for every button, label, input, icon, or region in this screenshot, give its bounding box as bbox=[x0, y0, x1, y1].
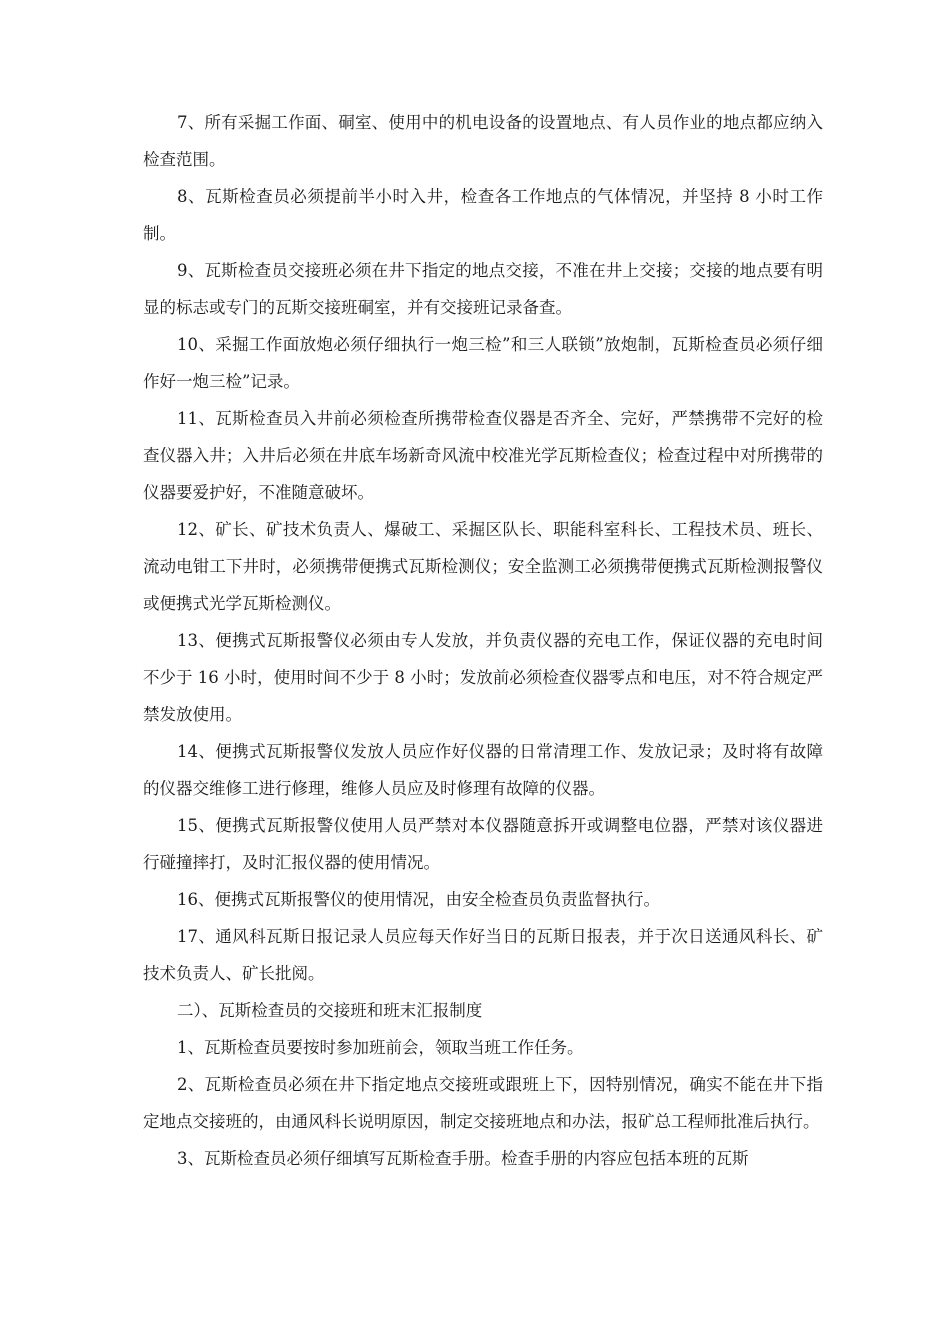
subsection-paragraph-1: 1、瓦斯检查员要按时参加班前会，领取当班工作任务。 bbox=[177, 1038, 584, 1057]
paragraph-10: 10、采掘工作面放炮必须仔细执行一炮三检”和三人联锁”放炮制，瓦斯检查员必须仔细作好一炮三检”记录。 bbox=[143, 335, 823, 391]
paragraph-9: 9、瓦斯检查员交接班必须在井下指定的地点交接，不准在井上交接；交接的地点要有明显的标志或专门的瓦斯交接班硐室，并有交接班记录备查。 bbox=[143, 261, 823, 317]
document-body bbox=[143, 104, 823, 1177]
subsection-paragraph-3: 3、瓦斯检查员必须仔细填写瓦斯检查手册。检查手册的内容应包括本班的瓦斯 bbox=[177, 1149, 749, 1168]
paragraph-12: 12、矿长、矿技术负责人、爆破工、采掘区队长、职能科室科长、工程技术员、班长、流动电钳工下井时，必须携带便携式瓦斯检测仪；安全监测工必须携带便携式瓦斯检测报警仪或便携式光学瓦斯检测仪。 bbox=[143, 520, 823, 613]
paragraph-15: 15、便携式瓦斯报警仪使用人员严禁对本仪器随意拆开或调整电位器，严禁对该仪器进行碰撞摔打，及时汇报仪器的使用情况。 bbox=[143, 816, 823, 872]
paragraph-7: 7、所有采掘工作面、硐室、使用中的机电设备的设置地点、有人员作业的地点都应纳入检查范围。 bbox=[143, 113, 823, 169]
section-heading: 二）、瓦斯检查员的交接班和班末汇报制度 bbox=[177, 1001, 483, 1020]
paragraph-8: 8、瓦斯检查员必须提前半小时入井，检查各工作地点的气体情况，并坚持 8 小时工作制。 bbox=[143, 187, 823, 243]
paragraph-14: 14、便携式瓦斯报警仪发放人员应作好仪器的日常清理工作、发放记录；及时将有故障的仪器交维修工进行修理，维修人员应及时修理有故障的仪器。 bbox=[143, 742, 823, 798]
paragraph-11: 11、瓦斯检查员入井前必须检查所携带检查仪器是否齐全、完好，严禁携带不完好的检查仪器入井；入井后必须在井底车场新奇风流中校准光学瓦斯检查仪；检查过程中对所携带的仪器要爱护好，不准随意破坏。 bbox=[143, 409, 823, 502]
paragraph-17: 17、通风科瓦斯日报记录人员应每天作好当日的瓦斯日报表，并于次日送通风科长、矿技术负责人、矿长批阅。 bbox=[143, 927, 823, 983]
paragraph-13: 13、便携式瓦斯报警仪必须由专人发放，并负责仪器的充电工作，保证仪器的充电时间不少于 16 小时，使用时间不少于 8 小时；发放前必须检查仪器零点和电压，对不符合规定严禁发放使用。 bbox=[143, 631, 823, 724]
subsection-paragraph-2: 2、瓦斯检查员必须在井下指定地点交接班或跟班上下，因特别情况，确实不能在井下指定地点交接班的，由通风科长说明原因，制定交接班地点和办法，报矿总工程师批准后执行。 bbox=[143, 1075, 823, 1131]
paragraph-16: 16、便携式瓦斯报警仪的使用情况，由安全检查员负责监督执行。 bbox=[177, 890, 660, 909]
